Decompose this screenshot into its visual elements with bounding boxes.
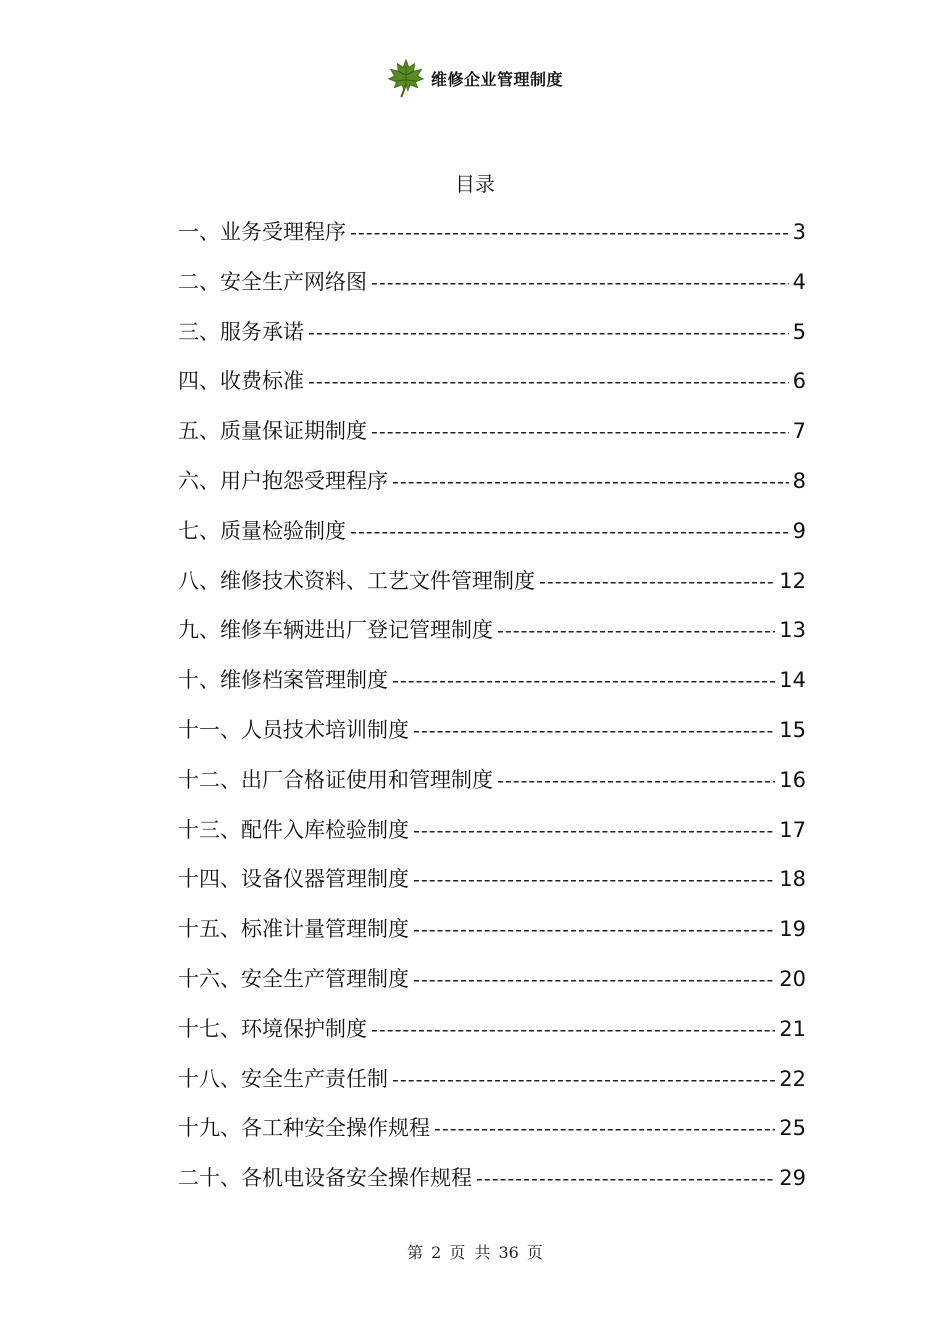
toc-entry-page: 3	[792, 220, 806, 244]
toc-entry-page: 18	[779, 867, 806, 892]
toc-entry[interactable]	[178, 660, 806, 710]
toc-entry-label: 十三、配件入库检验制度	[178, 817, 409, 842]
toc-entry-label: 五、质量保证期制度	[178, 419, 367, 444]
toc-entry-label: 十六、安全生产管理制度	[178, 966, 409, 991]
toc-entry-label: 十一、人员技术培训制度	[178, 717, 409, 742]
toc-entry[interactable]	[178, 710, 806, 760]
toc-leader	[392, 1060, 775, 1100]
toc-entry-page: 16	[779, 767, 806, 792]
toc-entry-page: 12	[779, 568, 806, 593]
toc-entry-page: 15	[779, 717, 806, 742]
toc-entry-page: 13	[779, 618, 806, 643]
toc-entry-page: 17	[779, 817, 806, 842]
toc-entry[interactable]	[178, 760, 806, 810]
toc-leader	[350, 512, 789, 552]
toc-entry-page: 25	[779, 1116, 806, 1141]
toc-entry-page: 6	[792, 369, 806, 394]
toc-entry[interactable]	[178, 212, 806, 262]
toc-entry-label: 十五、标准计量管理制度	[178, 917, 409, 942]
toc-leader	[350, 213, 789, 253]
toc-leader	[476, 1159, 775, 1199]
toc-entry-label: 八、维修技术资料、工艺文件管理制度	[178, 568, 535, 593]
toc-entry[interactable]	[178, 262, 806, 312]
footer-total-pages: 36	[498, 1243, 519, 1262]
toc-leader	[497, 761, 775, 801]
toc-entry-label: 十四、设备仪器管理制度	[178, 867, 409, 892]
toc-entry[interactable]	[178, 511, 806, 561]
toc-entry[interactable]	[178, 361, 806, 411]
toc-entry-label: 十八、安全生产责任制	[178, 1066, 388, 1091]
toc-leader	[413, 711, 775, 751]
toc-leader	[413, 860, 775, 900]
toc-entry[interactable]	[178, 909, 806, 959]
toc-entry-label: 七、质量检验制度	[178, 518, 346, 543]
page-footer	[0, 1240, 950, 1263]
toc-leader	[371, 412, 789, 452]
toc-leader	[392, 462, 789, 502]
header-title: 维修企业管理制度	[430, 69, 563, 89]
toc-leader	[413, 910, 775, 950]
toc-leader	[371, 1010, 775, 1050]
footer-mid: 页 共	[449, 1243, 491, 1262]
toc-entry[interactable]	[178, 1059, 806, 1109]
toc-entry-label: 九、维修车辆进出厂登记管理制度	[178, 618, 493, 643]
toc-entry-page: 4	[792, 269, 806, 294]
toc-entry[interactable]	[178, 959, 806, 1009]
maple-leaf-icon	[387, 58, 425, 98]
toc-entry-label: 十、维修档案管理制度	[178, 668, 388, 693]
toc-entry[interactable]	[178, 810, 806, 860]
toc-entry-label: 十七、环境保护制度	[178, 1016, 367, 1041]
toc-entry[interactable]	[178, 461, 806, 511]
toc-entry-page: 19	[779, 917, 806, 942]
toc-entry-page: 9	[792, 518, 806, 543]
toc-entry-label: 十九、各工种安全操作规程	[178, 1116, 430, 1141]
toc-entry[interactable]	[178, 561, 806, 611]
page-header	[0, 58, 950, 98]
toc-leader	[371, 263, 789, 303]
toc-entry-label: 十二、出厂合格证使用和管理制度	[178, 767, 493, 792]
toc-entry[interactable]	[178, 859, 806, 909]
toc-leader	[434, 1109, 775, 1149]
footer-current-page: 2	[431, 1243, 442, 1262]
toc-leader	[308, 313, 789, 353]
toc-entry-page: 29	[779, 1166, 806, 1191]
toc-entry[interactable]	[178, 610, 806, 660]
toc-entry-page: 21	[779, 1016, 806, 1041]
toc-leader	[308, 362, 789, 402]
toc-entry-label: 一、业务受理程序	[178, 220, 346, 244]
footer-suffix: 页	[526, 1243, 543, 1262]
toc-entry-page: 8	[792, 468, 806, 493]
toc-entry-page: 5	[792, 319, 806, 344]
toc-entry-label: 二十、各机电设备安全操作规程	[178, 1166, 472, 1191]
toc-entry-page: 20	[779, 966, 806, 991]
toc-leader	[413, 811, 775, 851]
toc-title: 目录	[455, 172, 495, 196]
toc-entry[interactable]	[178, 312, 806, 362]
toc-entry-label: 三、服务承诺	[178, 319, 304, 344]
toc-leader	[392, 661, 775, 701]
toc-entry-label: 六、用户抱怨受理程序	[178, 468, 388, 493]
toc-entry-label: 四、收费标准	[178, 369, 304, 394]
toc-entry-page: 22	[779, 1066, 806, 1091]
toc-entry[interactable]	[178, 1108, 806, 1158]
toc-entry[interactable]	[178, 1009, 806, 1059]
toc-entry-page: 7	[792, 419, 806, 444]
toc-leader	[539, 562, 775, 602]
toc-entry-page: 14	[779, 668, 806, 693]
toc-leader	[413, 960, 775, 1000]
toc-leader	[497, 611, 775, 651]
footer-prefix: 第	[407, 1243, 424, 1262]
toc-entry-label: 二、安全生产网络图	[178, 269, 367, 294]
toc-entry[interactable]	[178, 1158, 806, 1208]
toc-entry[interactable]	[178, 411, 806, 461]
table-of-contents	[178, 212, 806, 1208]
